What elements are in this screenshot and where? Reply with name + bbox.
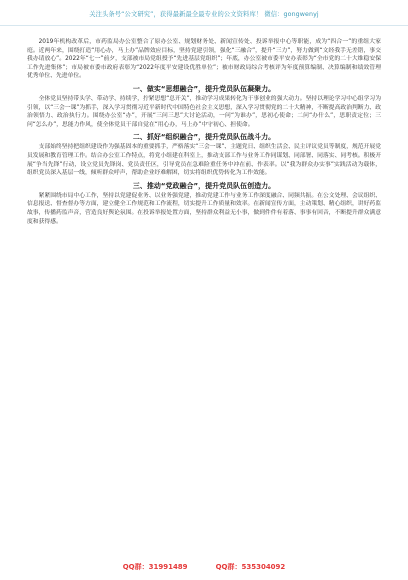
document-page	[27, 38, 381, 226]
section-heading-3: 三、推动“党政融合”，提升党员队伍创造力。	[132, 181, 276, 190]
paragraph-section-3: 紧紧围绕市局中心工作，坚持以党建促业务、以业务强党建，推动党建工作与业务工作深度融合、同频共振。在公文处理、会议组织、信息报送、督查督办等方面，建立健全工作规范和工作流程，切实提升工作质量和效率。在新闻宣传方面，主动策划、精心组织，讲好药监故事，传播药监声音，营造良好舆论氛围。在投诉举报处置方面，坚持群众利益无小事，做到件件有着落、事事有回音，不断提升群众满意度和获得感。	[27, 192, 381, 225]
paragraph-section-2: 支部始终坚持把组织建设作为强基固本的重要抓手，严格落实“三会一课”、主题党日、组织生活会、民主评议党员等制度，规范开展党员发展和教育管理工作。结合办公室工作特点，将党小组建在科室上，推动支部工作与业务工作同谋划、同部署、同落实、同考核。积极开展“争当先锋”行动，设立党员先锋岗、党员责任区，引导党员在急难险重任务中冲在前、作表率。以“我为群众办实事”实践活动为载体，组织党员深入基层一线，倾听群众呼声，帮助企业纾难解困，切实将组织优势转化为工作效能。	[27, 144, 381, 177]
paragraph-section-1: 全体党员坚持带头学、带动学、持续学，拧紧思想“总开关”，推动学习成果转化为干事创业的强大动力。坚持以理论学习中心组学习为引领，以“三会一课”为抓手，深入学习贯彻习近平新时代中国特色社会主义思想，深入学习贯彻党的二十大精神，不断提高政治判断力、政治领悟力、政治执行力。围绕办公室“办”，开展“三问三思”大讨论活动，一问“为谁办”，思初心使命；二问“办什么”，思职责定位；三问“怎么办”，思能力作风，使全体党员干部自觉在“用心办，马上办”中守初心、担使命。	[27, 95, 381, 128]
section-heading-2: 二、抓好“组织融合”，提升党员队伍战斗力。	[132, 133, 276, 142]
footer-qq-group-1: QQ群：31991489	[122, 563, 188, 571]
section-heading-1: 一、做实“思想融合”，提升党员队伍凝聚力。	[132, 84, 276, 93]
footer-qq-groups	[0, 558, 408, 576]
paragraph-intro: 2019年机构改革后，市药监局办公室整合了原办公室、规划财务处、新闻宣传处、投诉举报中心等职能，成为“四合一”的重组大家庭。近两年来，围绕打造“用心办，马上办”品牌效应目标，坚持党建引领，强化“三融合”，提升“三力”，努力做到“文经我手无差错，事交我办请放心”。2022年“七一”前夕，支部被市局党组授予“先进基层党组织”；年底，办公室被市委平安办表彰为“全市党的二十大维稳安保工作先进集体”；市局被市委市政府表彰为“2022年度平安建设优胜单位”；被市财政局综合考核评为年度预算编制、决算编制和绩效管理优秀单位、先进单位。	[27, 39, 381, 80]
top-banner	[0, 2, 408, 26]
banner-text: 关注头条号“公文研究”，获得最新最全最专业的公文资料库！ 微信：gongwenyj	[89, 11, 319, 18]
footer-qq-group-2: QQ群：535304092	[215, 563, 286, 571]
